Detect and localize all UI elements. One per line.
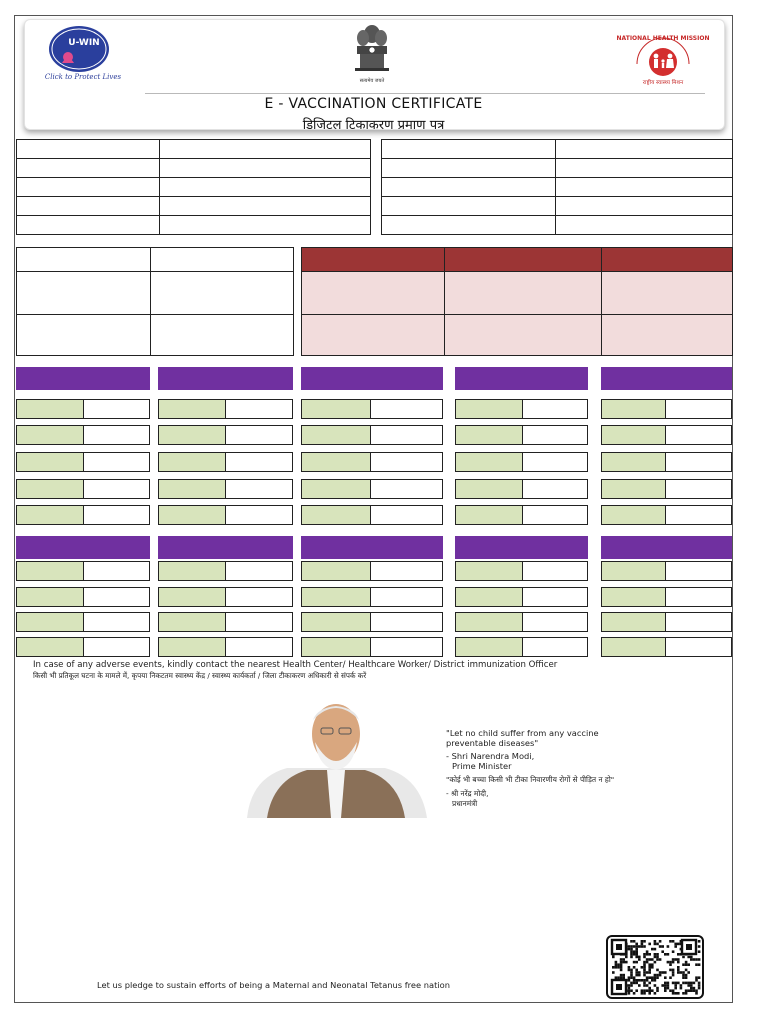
vaccine-row bbox=[455, 479, 588, 499]
vaccine-row bbox=[455, 425, 588, 445]
table-row bbox=[17, 248, 294, 272]
vaccine-row bbox=[455, 505, 588, 525]
section-2-header-bar bbox=[158, 536, 293, 559]
title-divider bbox=[145, 93, 705, 94]
table-row bbox=[382, 178, 733, 197]
quote-en-line2: preventable diseases" bbox=[446, 738, 539, 748]
uwin-logo-icon bbox=[48, 25, 110, 75]
certificate-subtitle: डिजिटल टिकाकरण प्रमाण पत्र bbox=[302, 118, 445, 133]
vaccine-row bbox=[158, 479, 293, 499]
info-table-left bbox=[16, 247, 294, 356]
vaccine-row bbox=[158, 505, 293, 525]
attribution-en-line1: - Shri Narendra Modi, bbox=[446, 751, 535, 761]
vaccine-row bbox=[158, 452, 293, 472]
vaccine-row bbox=[601, 505, 732, 525]
vaccine-row bbox=[301, 425, 443, 445]
table-row bbox=[17, 140, 371, 159]
vaccine-row bbox=[16, 399, 150, 419]
vaccine-row bbox=[16, 587, 150, 607]
vaccine-row bbox=[16, 479, 150, 499]
vaccine-row bbox=[158, 561, 293, 581]
beneficiary-details-right bbox=[381, 139, 733, 235]
uwin-logo-text: U-WIN bbox=[68, 38, 100, 48]
vaccine-row bbox=[601, 479, 732, 499]
table-row bbox=[302, 315, 733, 356]
quote-en-line1: "Let no child suffer from any vaccine bbox=[446, 728, 599, 738]
vaccine-row bbox=[455, 452, 588, 472]
table-row bbox=[17, 197, 371, 216]
section-1-header-bar bbox=[601, 367, 732, 390]
vaccine-row bbox=[601, 637, 732, 657]
beneficiary-details-left bbox=[16, 139, 371, 235]
adverse-event-note-hi: किसी भी प्रतिकूल घटना के मामले में, कृपया निकटतम स्वास्थ्य केंद्र / स्वास्थ्य कार्यकर्ता / जिला टीकाकरण अधिकारी से संपर्क करें bbox=[33, 671, 367, 680]
vaccine-row bbox=[601, 452, 732, 472]
section-1-header-bar bbox=[158, 367, 293, 390]
vaccine-row bbox=[455, 637, 588, 657]
vaccine-row bbox=[301, 452, 443, 472]
emblem-motto: सत्यमेव जयते bbox=[359, 78, 385, 84]
section-2-header-bar bbox=[455, 536, 588, 559]
vaccine-row bbox=[301, 479, 443, 499]
vaccine-row bbox=[16, 505, 150, 525]
vaccine-row bbox=[158, 587, 293, 607]
certificate-title: E - VACCINATION CERTIFICATE bbox=[264, 96, 483, 112]
table-row bbox=[382, 197, 733, 216]
vaccine-row bbox=[455, 587, 588, 607]
section-1-header-bar bbox=[301, 367, 443, 390]
vaccine-row bbox=[601, 399, 732, 419]
table-row bbox=[17, 216, 371, 235]
section-2-header-bar bbox=[601, 536, 732, 559]
table-row bbox=[382, 140, 733, 159]
attribution-hi-line2: प्रधानमंत्री bbox=[452, 799, 478, 808]
vaccine-row bbox=[158, 612, 293, 632]
attribution-hi-line1: - श्री नरेंद्र मोदी, bbox=[446, 789, 489, 798]
vaccine-row bbox=[301, 561, 443, 581]
vaccine-row bbox=[301, 399, 443, 419]
attribution-en-line2: Prime Minister bbox=[452, 761, 512, 771]
vaccine-row bbox=[16, 452, 150, 472]
pledge-text: Let us pledge to sustain efforts of being a Maternal and Neonatal Tetanus free nation bbox=[97, 980, 450, 990]
svg-text:NATIONAL HEALTH MISSION: NATIONAL HEALTH MISSION bbox=[616, 35, 710, 42]
table-row bbox=[382, 159, 733, 178]
table-row bbox=[302, 272, 733, 315]
qr-code-frame bbox=[606, 935, 704, 999]
svg-text:राष्ट्रीय स्वास्थ्य मिशन: राष्ट्रीय स्वास्थ्य मिशन bbox=[642, 80, 684, 86]
section-1-header-bar bbox=[16, 367, 150, 390]
uwin-tagline: Click to Protect Lives bbox=[44, 73, 122, 81]
vaccine-row bbox=[455, 561, 588, 581]
vaccine-row bbox=[158, 637, 293, 657]
qr-code-icon bbox=[608, 937, 702, 997]
quote-hi: "कोई भी बच्चा किसी भी टीका निवारणीय रोगों से पीड़ित न हो" bbox=[446, 775, 615, 784]
vaccine-row bbox=[301, 637, 443, 657]
table-row bbox=[17, 315, 294, 356]
info-table-right bbox=[301, 247, 733, 356]
vaccine-row bbox=[301, 612, 443, 632]
table-row bbox=[17, 272, 294, 315]
vaccine-row bbox=[301, 587, 443, 607]
section-1-header-bar bbox=[455, 367, 588, 390]
vaccine-row bbox=[601, 425, 732, 445]
section-2-header-bar bbox=[301, 536, 443, 559]
vaccine-row bbox=[455, 399, 588, 419]
vaccine-row bbox=[158, 399, 293, 419]
vaccine-row bbox=[455, 612, 588, 632]
section-2-header-bar bbox=[16, 536, 150, 559]
vaccine-row bbox=[158, 425, 293, 445]
vaccine-row bbox=[601, 612, 732, 632]
table-row bbox=[17, 178, 371, 197]
vaccine-row bbox=[601, 587, 732, 607]
vaccine-row bbox=[16, 425, 150, 445]
nhm-logo-icon bbox=[616, 28, 710, 88]
vaccine-row bbox=[301, 505, 443, 525]
vaccine-row bbox=[16, 637, 150, 657]
table-row bbox=[17, 159, 371, 178]
table-row bbox=[302, 248, 733, 272]
vaccine-row bbox=[16, 561, 150, 581]
vaccine-row bbox=[601, 561, 732, 581]
adverse-event-note-en: In case of any adverse events, kindly contact the nearest Health Center/ Healthcare Worker/ District immunization Officer bbox=[33, 660, 558, 670]
vaccine-row bbox=[16, 612, 150, 632]
table-row bbox=[382, 216, 733, 235]
prime-minister-photo bbox=[237, 698, 435, 818]
national-emblem-icon bbox=[347, 22, 397, 78]
